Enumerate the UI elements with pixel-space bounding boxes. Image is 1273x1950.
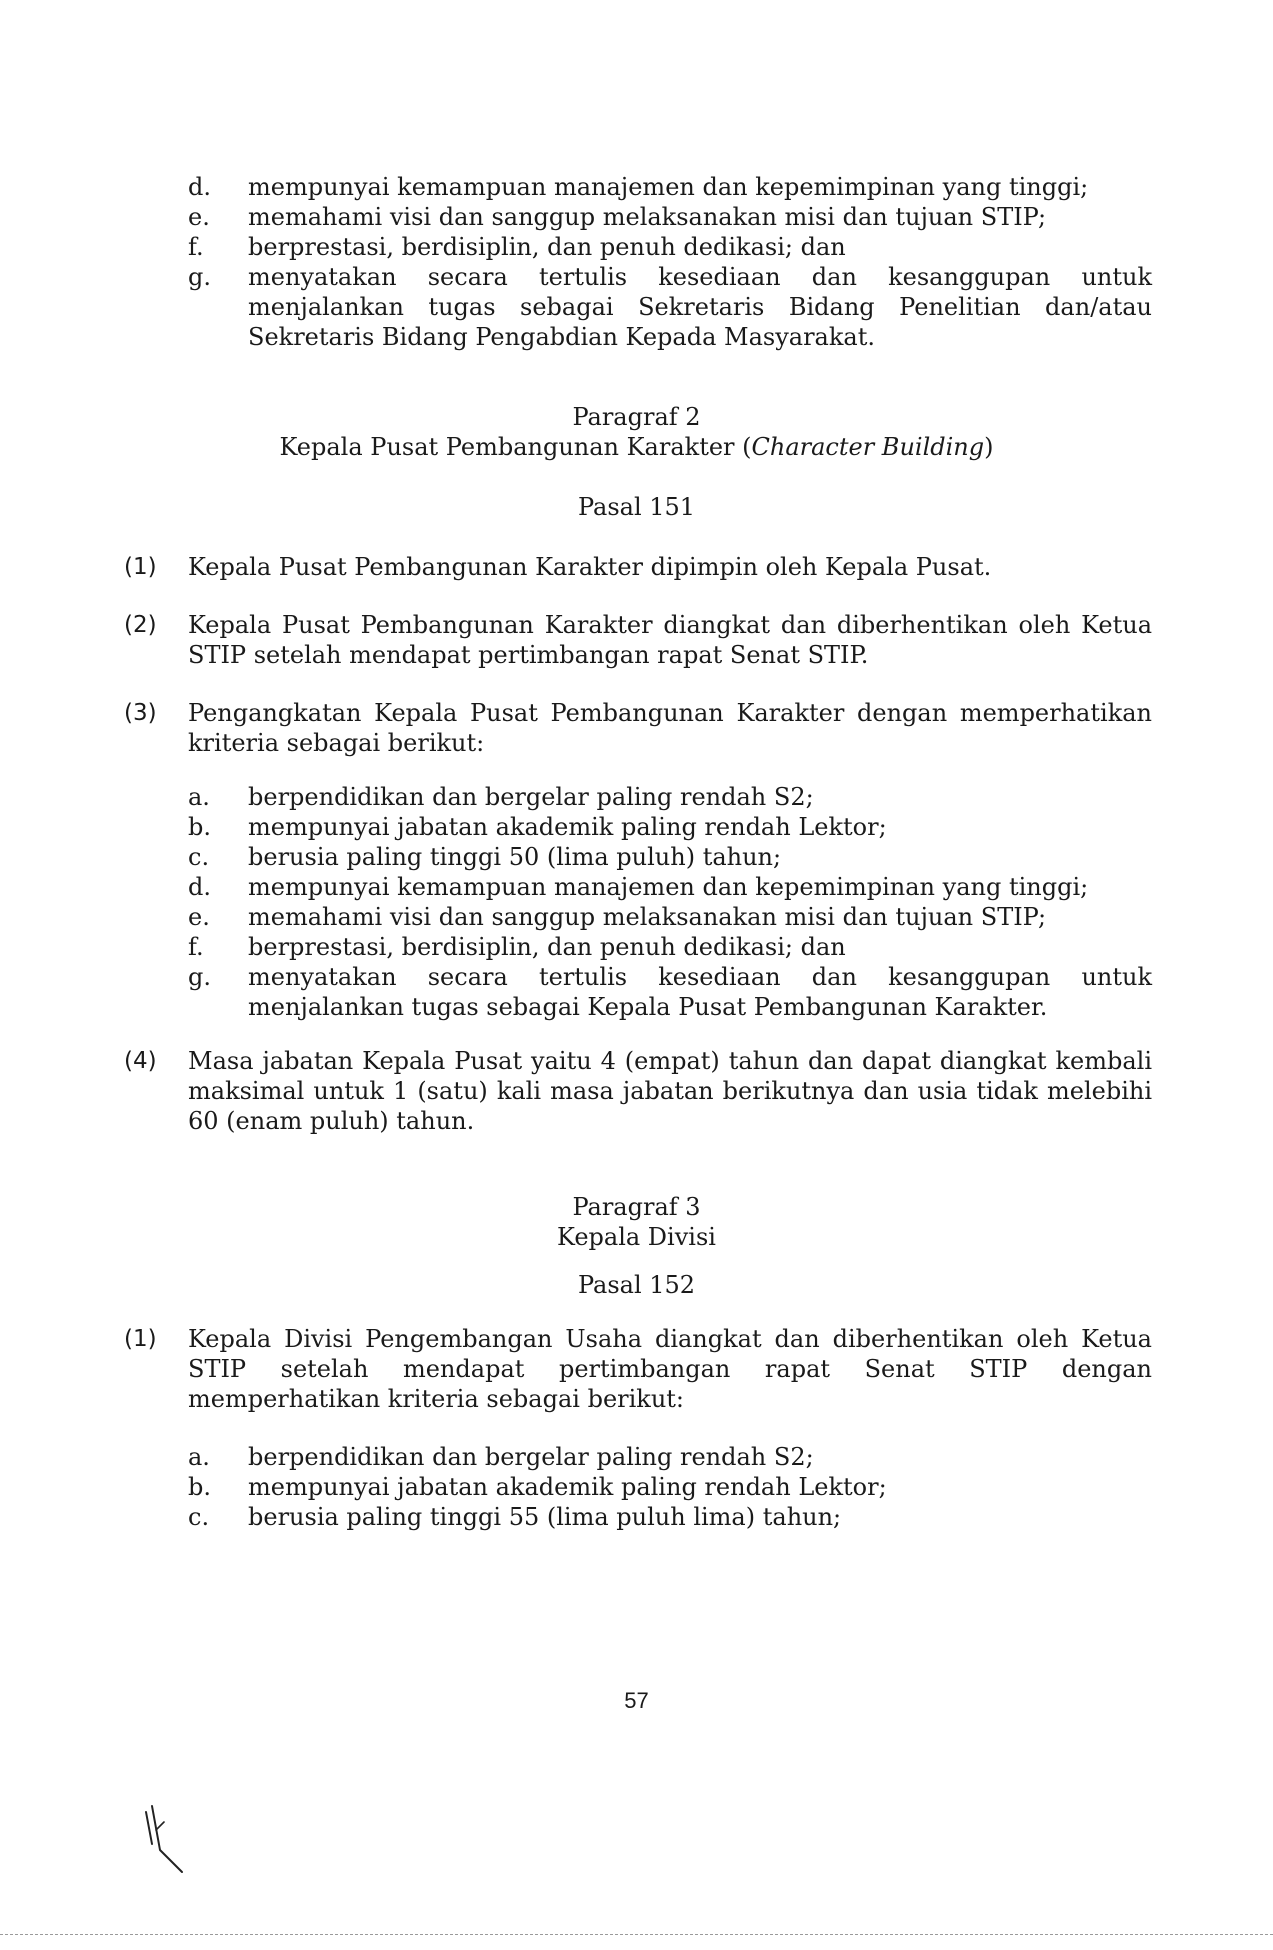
list-item-text: berusia paling tinggi 50 (lima puluh) tahun; <box>248 843 782 871</box>
ayat-152-1 <box>124 1324 1152 1414</box>
list-item-label: c. <box>188 1503 210 1531</box>
list-item-text: berpendidikan dan bergelar paling rendah S2; <box>248 783 814 811</box>
list-item-text: memahami visi dan sanggup melaksanakan misi dan tujuan STIP; <box>248 203 1047 231</box>
list-item-text: mempunyai jabatan akademik paling rendah Lektor; <box>248 1473 887 1501</box>
list-item-label: f. <box>188 933 204 961</box>
list-item <box>188 232 1152 262</box>
ayat-151-4 <box>124 1046 1152 1136</box>
list-item <box>188 202 1152 232</box>
subheading-italic: Character Building <box>751 433 985 461</box>
section-subheading-pusat-karakter <box>0 432 1273 462</box>
ayat-151-1 <box>124 552 1152 582</box>
list-item-text: memahami visi dan sanggup melaksanakan misi dan tujuan STIP; <box>248 903 1047 931</box>
section-heading-paragraf-3: Paragraf 3 <box>572 1193 701 1221</box>
ayat-number: (4) <box>124 1048 157 1074</box>
ayat-number: (3) <box>124 700 157 726</box>
list-item <box>188 172 1152 202</box>
page-number: 57 <box>624 1688 649 1713</box>
list-item-text: menyatakan secara tertulis kesediaan dan kesanggupan untuk menjalankan tugas sebagai Kepala Pusat Pembangunan Karakter. <box>248 963 1152 1021</box>
list-item <box>188 842 1152 872</box>
top-criteria-list <box>188 172 1152 352</box>
subheading-suffix: ) <box>984 433 994 461</box>
section-heading-paragraf-2: Paragraf 2 <box>572 403 701 431</box>
pasal-heading-152: Pasal 152 <box>577 1271 696 1299</box>
list-item <box>188 812 1152 842</box>
list-item <box>188 1502 1152 1532</box>
list-item <box>188 902 1152 932</box>
list-item <box>188 1442 1152 1472</box>
ayat-number: (1) <box>124 1326 157 1352</box>
list-item-text: berpendidikan dan bergelar paling rendah S2; <box>248 1443 814 1471</box>
list-item-label: d. <box>188 873 211 901</box>
list-item-label: f. <box>188 233 204 261</box>
list-item-text: mempunyai jabatan akademik paling rendah Lektor; <box>248 813 887 841</box>
scan-edge-line <box>0 1934 1273 1935</box>
ayat-text: Pengangkatan Kepala Pusat Pembangunan Karakter dengan memperhatikan kriteria sebagai berikut: <box>188 699 1152 757</box>
list-item <box>188 262 1152 352</box>
list-item-text: menyatakan secara tertulis kesediaan dan kesanggupan untuk menjalankan tugas sebagai Sekretaris Bidang Penelitian dan/atau Sekretaris Bidang Pengabdian Kepada Masyarakat. <box>248 263 1152 351</box>
list-item-label: b. <box>188 1473 211 1501</box>
ayat-151-3-criteria-list <box>188 782 1152 1022</box>
list-item-label: b. <box>188 813 211 841</box>
list-item-text: berusia paling tinggi 55 (lima puluh lima) tahun; <box>248 1503 842 1531</box>
ayat-number: (1) <box>124 554 157 580</box>
list-item <box>188 932 1152 962</box>
ayat-text: Kepala Divisi Pengembangan Usaha diangkat dan diberhentikan oleh Ketua STIP setelah mendapat pertimbangan rapat Senat STIP dengan memperhatikan kriteria sebagai berikut: <box>188 1325 1152 1413</box>
list-item <box>188 782 1152 812</box>
handwritten-initial-mark <box>138 1800 198 1880</box>
list-item-text: mempunyai kemampuan manajemen dan kepemimpinan yang tinggi; <box>248 173 1089 201</box>
list-item-label: g. <box>188 963 211 991</box>
list-item-text: berprestasi, berdisiplin, dan penuh dedikasi; dan <box>248 933 846 961</box>
list-item-label: c. <box>188 843 210 871</box>
ayat-text: Kepala Pusat Pembangunan Karakter dipimpin oleh Kepala Pusat. <box>188 553 992 581</box>
ayat-152-1-criteria-list <box>188 1442 1152 1532</box>
list-item-label: e. <box>188 903 210 931</box>
ayat-text: Kepala Pusat Pembangunan Karakter diangkat dan diberhentikan oleh Ketua STIP setelah mendapat pertimbangan rapat Senat STIP. <box>188 611 1152 669</box>
ayat-text: Masa jabatan Kepala Pusat yaitu 4 (empat) tahun dan dapat diangkat kembali maksimal untuk 1 (satu) kali masa jabatan berikutnya dan usia tidak melebihi 60 (enam puluh) tahun. <box>188 1047 1152 1135</box>
list-item-label: a. <box>188 1443 210 1471</box>
list-item <box>188 962 1152 1022</box>
ayat-151-3 <box>124 698 1152 758</box>
list-item-label: a. <box>188 783 210 811</box>
list-item-text: berprestasi, berdisiplin, dan penuh dedikasi; dan <box>248 233 846 261</box>
section-subheading-kepala-divisi: Kepala Divisi <box>557 1223 716 1251</box>
pasal-heading-151: Pasal 151 <box>577 493 696 521</box>
list-item <box>188 872 1152 902</box>
list-item-text: mempunyai kemampuan manajemen dan kepemimpinan yang tinggi; <box>248 873 1089 901</box>
subheading-prefix: Kepala Pusat Pembangunan Karakter ( <box>279 433 752 461</box>
ayat-151-2 <box>124 610 1152 670</box>
list-item-label: g. <box>188 263 211 291</box>
list-item-label: e. <box>188 203 210 231</box>
list-item-label: d. <box>188 173 211 201</box>
list-item <box>188 1472 1152 1502</box>
ayat-number: (2) <box>124 612 157 638</box>
